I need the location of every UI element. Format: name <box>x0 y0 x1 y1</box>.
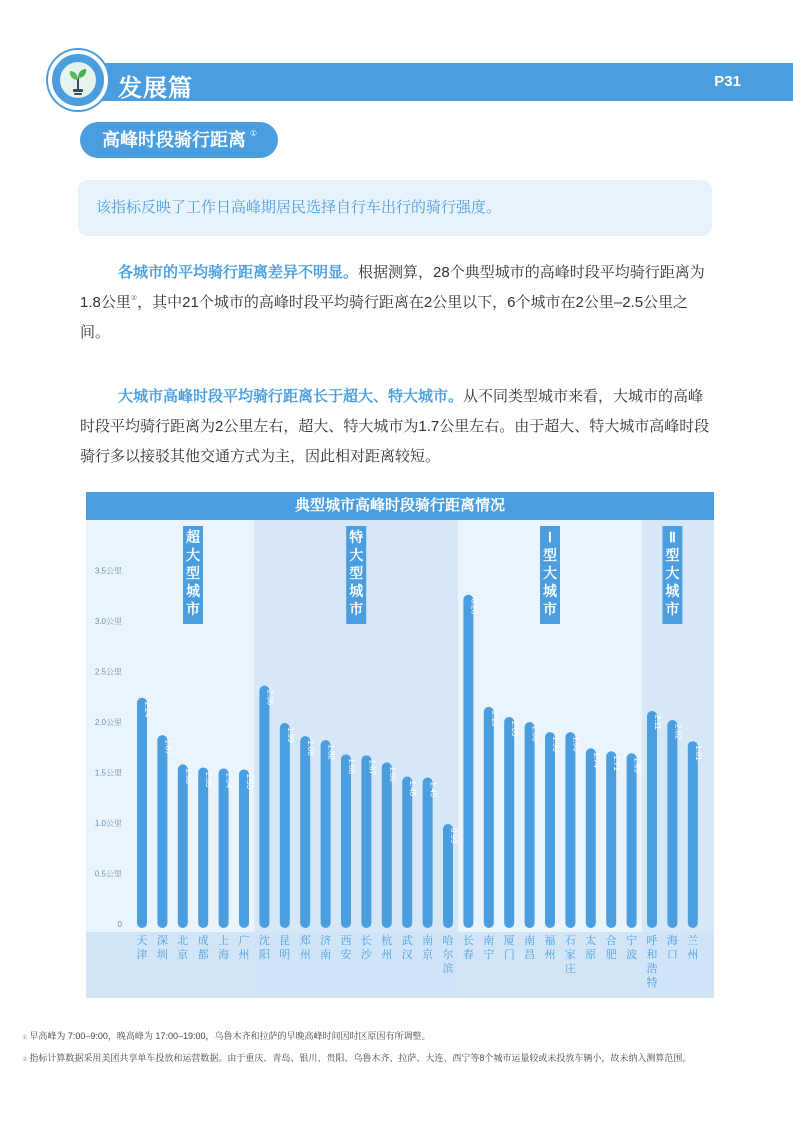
bar <box>239 769 249 928</box>
bar-value-label: 0.99 <box>449 828 458 844</box>
x-category-label: 天 <box>136 935 148 947</box>
bar <box>586 748 596 928</box>
x-category-label: 家 <box>564 949 576 961</box>
x-category-label: 明 <box>279 949 291 961</box>
x-category-label: 海 <box>218 949 230 961</box>
x-category-label: 福 <box>544 935 556 947</box>
x-category-label: 西 <box>340 935 352 947</box>
bar-chart <box>86 520 714 998</box>
x-category-label: 州 <box>381 949 393 961</box>
bar-value-label: 1.69 <box>632 757 642 773</box>
x-category-label: 浩 <box>646 963 658 975</box>
bar <box>157 735 167 928</box>
x-category-label: 汉 <box>401 949 413 961</box>
bar <box>280 723 290 928</box>
bar <box>504 717 514 928</box>
x-category-label: 沙 <box>360 949 372 961</box>
bar-value-label: 1.90 <box>571 736 581 752</box>
x-category-label: 京 <box>422 949 434 961</box>
x-category-label: 都 <box>197 949 209 961</box>
bar-value-label: 1.99 <box>285 727 295 743</box>
x-category-label: 安 <box>340 949 352 961</box>
x-category-label: 波 <box>626 949 638 961</box>
bar <box>137 698 147 928</box>
section-heading-text: 高峰时段骑行距离 <box>102 130 246 150</box>
group-label-char: 大 <box>349 547 364 563</box>
group-label-char: 型 <box>543 547 557 563</box>
y-tick-label: 1.0公里 <box>94 819 122 828</box>
x-category-label: 深 <box>156 935 168 947</box>
bar <box>219 768 229 928</box>
group-label-char: 大 <box>186 547 200 563</box>
bar <box>667 720 677 928</box>
y-tick-label: 2.0公里 <box>94 718 122 727</box>
bar-value-label: 1.74 <box>591 752 601 768</box>
group-label-char: 城 <box>543 583 557 599</box>
group-label-char: 城 <box>186 583 200 599</box>
bar <box>259 686 269 928</box>
bar <box>198 767 208 928</box>
y-tick-label: 1.5公里 <box>94 768 122 778</box>
x-category-label: 长 <box>360 935 372 947</box>
bar-value-label: 1.54 <box>224 772 234 789</box>
bar-value-label: 1.60 <box>387 766 397 782</box>
footnotes <box>22 1026 782 1070</box>
y-tick-label: 3.5公里 <box>94 566 122 576</box>
bar <box>606 751 616 928</box>
x-category-label: 京 <box>177 949 189 961</box>
bar <box>688 741 698 928</box>
x-category-label: 庄 <box>564 963 576 975</box>
group-label-char: 型 <box>186 565 200 581</box>
x-category-label: 州 <box>299 949 311 961</box>
x-category-label: 特 <box>646 977 658 989</box>
summary-box: 该指标反映了工作日高峰期居民选择自行车出行的骑行强度。 <box>78 180 712 236</box>
x-category-label: 武 <box>401 935 413 947</box>
y-tick-label: 2.5公里 <box>94 667 122 677</box>
footnote-mark: ② <box>22 1057 28 1063</box>
x-category-label: 滨 <box>442 963 454 975</box>
x-category-label: 宁 <box>483 949 495 961</box>
x-category-label: 南 <box>524 935 536 947</box>
page-number: P31 <box>714 73 741 90</box>
bar <box>382 762 392 928</box>
x-category-label: 原 <box>585 949 597 961</box>
bar <box>423 778 433 928</box>
paragraph-2-text: 从不同类型城市来看，大城市的高峰时段平均骑行距离为2公里左右，超大、特大城市为1.7公里左右。由于超大、特大城市高峰时段骑行多以接驳其他交通方式为主，因此相对距离较短。 <box>80 388 710 465</box>
bar <box>484 707 494 928</box>
x-category-label: 州 <box>687 949 699 961</box>
x-category-label: 哈 <box>442 935 454 947</box>
group-label-char: 城 <box>349 583 364 599</box>
bar-value-label: 3.26 <box>469 598 479 615</box>
bar <box>300 736 310 928</box>
bar-value-label: 2.05 <box>510 720 520 737</box>
section-heading <box>80 122 278 158</box>
x-category-label: 上 <box>218 935 230 947</box>
bar-value-label: 1.86 <box>306 740 316 756</box>
x-category-label: 郑 <box>299 935 311 947</box>
bar-value-label: 2.11 <box>653 714 662 730</box>
bar <box>321 740 331 928</box>
footnote-text: 早高峰为 7:00–9:00，晚高峰为 17:00–19:00，乌鲁木齐和拉萨的早晚高峰时间因时区原因有所调整。 <box>29 1031 431 1041</box>
bar-value-label: 2.00 <box>530 726 540 742</box>
group-label-char: Ⅱ <box>668 529 676 545</box>
x-category-label: 口 <box>666 949 678 961</box>
bar <box>402 777 412 928</box>
x-category-label: 沈 <box>258 935 270 947</box>
bar-value-label: 2.02 <box>673 723 683 740</box>
chart-container <box>86 492 714 998</box>
group-label-char: 型 <box>665 547 680 563</box>
x-category-label: 济 <box>320 935 332 947</box>
bar <box>565 732 575 928</box>
y-tick-label: 0.5公里 <box>94 869 122 879</box>
group-label-char: 型 <box>349 565 364 581</box>
footnote-mark: ② <box>130 295 138 302</box>
x-category-label: 南 <box>483 935 495 947</box>
x-category-label: 阳 <box>258 949 270 961</box>
bar-value-label: 2.36 <box>265 689 275 706</box>
bar <box>178 764 188 928</box>
chart-title: 典型城市高峰时段骑行距离情况 <box>86 492 714 520</box>
bar <box>545 732 555 928</box>
x-category-label: 尔 <box>442 949 454 961</box>
footnote-1 <box>22 1026 782 1048</box>
bar-value-label: 1.67 <box>367 759 377 775</box>
bar-value-label: 1.90 <box>551 736 560 752</box>
paragraph-1-text-a: 根据测算，28个典型城市的高峰时段平均骑行距离为1.8公里 <box>80 264 705 311</box>
x-category-label: 昆 <box>279 935 291 947</box>
paragraph-1 <box>80 258 714 348</box>
group-label-char: 超 <box>186 529 200 545</box>
group-label-char: Ⅰ <box>547 529 553 545</box>
bar <box>361 755 371 928</box>
bar-value-label: 1.87 <box>163 739 173 755</box>
x-category-label: 宁 <box>626 935 638 947</box>
x-category-label: 海 <box>666 935 678 947</box>
x-category-label: 呼 <box>646 935 658 947</box>
bar-value-label: 1.46 <box>408 780 418 797</box>
x-category-label: 昌 <box>524 949 536 961</box>
x-category-label: 南 <box>320 949 332 961</box>
bar-value-label: 1.45 <box>428 781 438 798</box>
y-tick-label: 0 <box>117 920 122 929</box>
lightbulb-sprout-icon <box>48 50 108 110</box>
x-category-label: 州 <box>544 949 556 961</box>
x-category-label: 成 <box>197 935 209 947</box>
bar <box>463 595 473 928</box>
group-label-char: 大 <box>543 565 557 581</box>
x-category-label: 津 <box>136 949 148 961</box>
paragraph-2 <box>80 382 714 472</box>
x-category-label: 和 <box>646 949 658 961</box>
group-label-char: 市 <box>186 601 200 617</box>
x-category-label: 南 <box>422 935 434 947</box>
x-category-label: 厦 <box>503 935 515 947</box>
bar-value-label: 1.71 <box>612 755 622 771</box>
bar-value-label: 1.81 <box>693 745 703 761</box>
x-category-label: 合 <box>605 935 617 947</box>
group-label-char: 大 <box>665 565 680 581</box>
x-category-label: 兰 <box>687 935 699 947</box>
x-category-label: 北 <box>177 935 189 947</box>
group-label-char: 市 <box>543 601 557 617</box>
x-category-label: 杭 <box>381 935 393 947</box>
bar-value-label: 2.15 <box>489 710 499 727</box>
bar-value-label: 2.24 <box>143 701 152 718</box>
x-category-label: 肥 <box>605 949 617 961</box>
bar <box>627 753 637 928</box>
x-category-label: 太 <box>585 935 597 947</box>
x-category-label: 圳 <box>156 949 168 961</box>
y-tick-label: 3.0公里 <box>94 617 122 626</box>
group-label-char: 城 <box>665 583 680 599</box>
group-label-char: 市 <box>665 601 680 617</box>
x-category-label: 州 <box>238 949 250 961</box>
bar-value-label: 1.82 <box>326 744 336 760</box>
paragraph-1-text-b: ，其中21个城市的高峰时段平均骑行距离在2公里以下，6个城市在2公里–2.5公里之间。 <box>80 294 689 341</box>
bar-value-label: 1.55 <box>204 771 214 788</box>
group-band <box>86 520 254 998</box>
page-section-title: 发展篇 <box>118 75 193 102</box>
x-category-label: 春 <box>462 949 474 961</box>
group-label-char: 特 <box>349 529 364 545</box>
bar-value-label: 1.58 <box>183 768 193 784</box>
paragraph-1-highlight: 各城市的平均骑行距离差异不明显。 <box>118 264 359 281</box>
footnote-mark: ① <box>250 129 258 138</box>
x-category-label: 广 <box>238 935 250 947</box>
x-category-label: 门 <box>503 949 515 961</box>
footnote-text: 指标计算数据采用美团共享单车投放和运营数据。由于重庆、青岛、银川、贵阳、乌鲁木齐、拉萨、大连、西宁等8个城市运量较或未投放车辆小，故未纳入测算范围。 <box>29 1053 692 1063</box>
bar <box>525 722 535 928</box>
bar <box>341 754 351 928</box>
bar-value-label: 1.68 <box>347 758 356 774</box>
paragraph-2-highlight: 大城市高峰时段平均骑行距离长于超大、特大城市。 <box>118 388 464 405</box>
x-category-label: 长 <box>462 935 474 947</box>
x-category-label: 石 <box>564 935 576 947</box>
group-label-char: 市 <box>349 601 364 617</box>
footnote-2 <box>22 1048 782 1070</box>
bar <box>647 711 657 928</box>
bar-value-label: 1.53 <box>245 773 254 790</box>
footnote-mark: ① <box>22 1035 28 1041</box>
